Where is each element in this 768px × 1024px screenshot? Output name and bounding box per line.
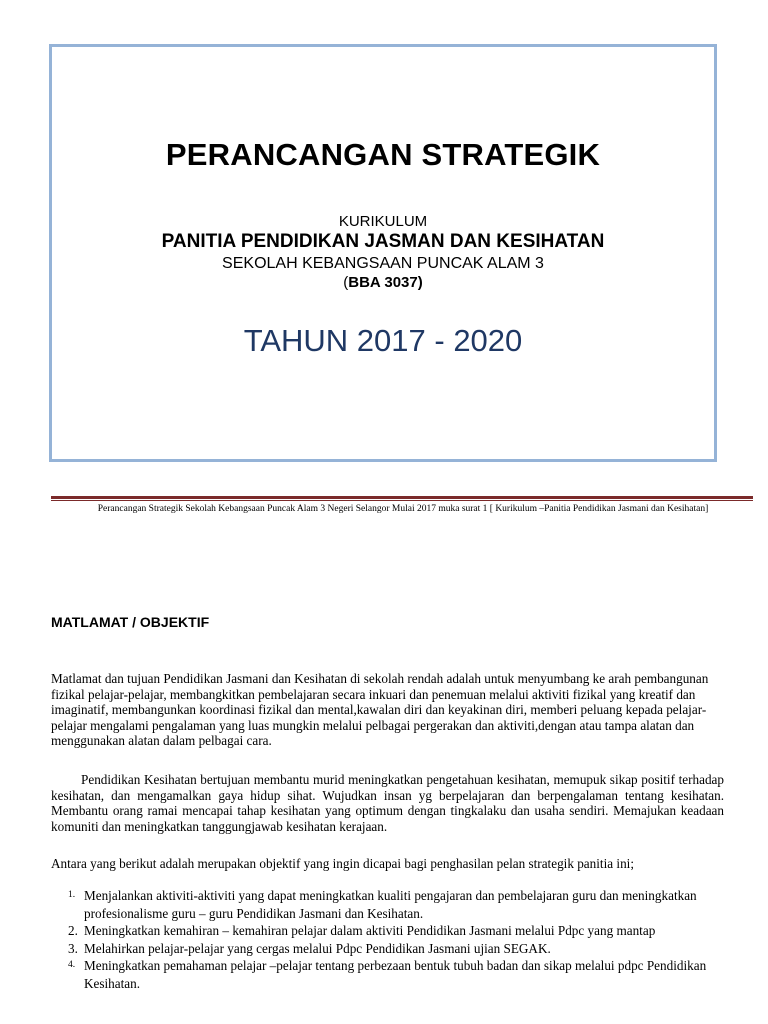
cover-title: PERANCANGAN STRATEGIK [165,137,601,172]
list-text: Melahirkan pelajar-pelajar yang cergas melalui Pdpc Pendidikan Jasmani ujian SEGAK. [84,940,551,956]
paragraph-kesihatan: Pendidikan Kesihatan bertujuan membantu murid meningkatkan pengetahuan kesihatan, memupuk sikap positif terhadap kesihatan, dan mengamalkan gaya hidup sihat. Wujudkan insan yg berpelajaran dan berpengalaman tentang kesihatan. Membantu orang ramai mencapai tahap kesihatan yang optimum dengan tingkalaku dan usaha sendiri. Memajukan keadaan komuniti dan meningkatkan tanggungjawab kesihatan kerajaan. [51,772,724,834]
list-text: Meningkatkan kemahiran – kemahiran pelajar dalam aktiviti Pendidikan Jasmani melalui Pdpc yang mantap [84,923,656,938]
cover-box [49,44,717,462]
paragraph-matlamat: Matlamat dan tujuan Pendidikan Jasmani dan Kesihatan di sekolah rendah adalah untuk menyumbang ke arah pembangunan fizikal pelajar-pelajar, membangkitkan pembelajaran secara inkuari dan penemuan melalui aktiviti fizikal yang kreatif dan imaginatif, membangunkan koordinasi fizikal dan mental,kawalan diri dan keyakinan diri, memberi peluang kepada pelajar-pelajar mengalami pengalaman yang luas mungkin melalui pelbagai pergerakan dan aktiviti,dengan atau tampa alatan dan menggunakan alatan dalam pelbagai cara. [51,671,709,748]
cover-school: SEKOLAH KEBANGSAAN PUNCAK ALAM 3 [222,255,544,272]
list-item [51,922,731,940]
list-text: Menjalankan aktiviti-aktiviti yang dapat meningkatkan kualiti pengajaran dan pembelajaran guru dan meningkatkan profesionalisme guru – guru Pendidikan Jasmani dan Kesihatan. [84,888,697,921]
footer-rule-thin [51,500,753,501]
list-item [51,887,731,922]
list-number: 3. [68,940,78,956]
cover-kurikulum: KURIKULUM [338,213,428,230]
list-item [51,940,731,958]
cover-panitia: PANITIA PENDIDIKAN JASMAN DAN KESIHATAN [161,231,605,252]
page-footer: Perancangan Strategik Sekolah Kebangsaan Puncak Alam 3 Negeri Selangor Mulai 2017 muka surat 1 [ Kurikulum –Panitia Pendidikan Jasmani dan Kesihatan] [97,504,709,514]
section-heading: MATLAMAT / OBJEKTIF [51,614,210,630]
list-number: 2. [68,923,78,938]
list-text: Meningkatkan pemahaman pelajar –pelajar tentang perbezaan bentuk tubuh badan dan sikap melalui pdpc Pendidikan Kesihatan. [84,958,707,991]
paragraph-objektif-intro: Antara yang berikut adalah merupakan objektif yang ingin dicapai bagi penghasilan pelan strategik panitia ini; [51,856,634,871]
list-item [51,957,731,992]
footer-rule-thick [51,496,753,499]
cover-school-code [52,274,714,291]
code-value: BBA 3037) [348,274,423,291]
list-number: 1. [68,890,76,900]
list-number: 4. [68,960,76,970]
objectives-list [51,887,731,992]
code-paren: ( [343,274,349,291]
cover-year: TAHUN 2017 - 2020 [243,323,523,358]
